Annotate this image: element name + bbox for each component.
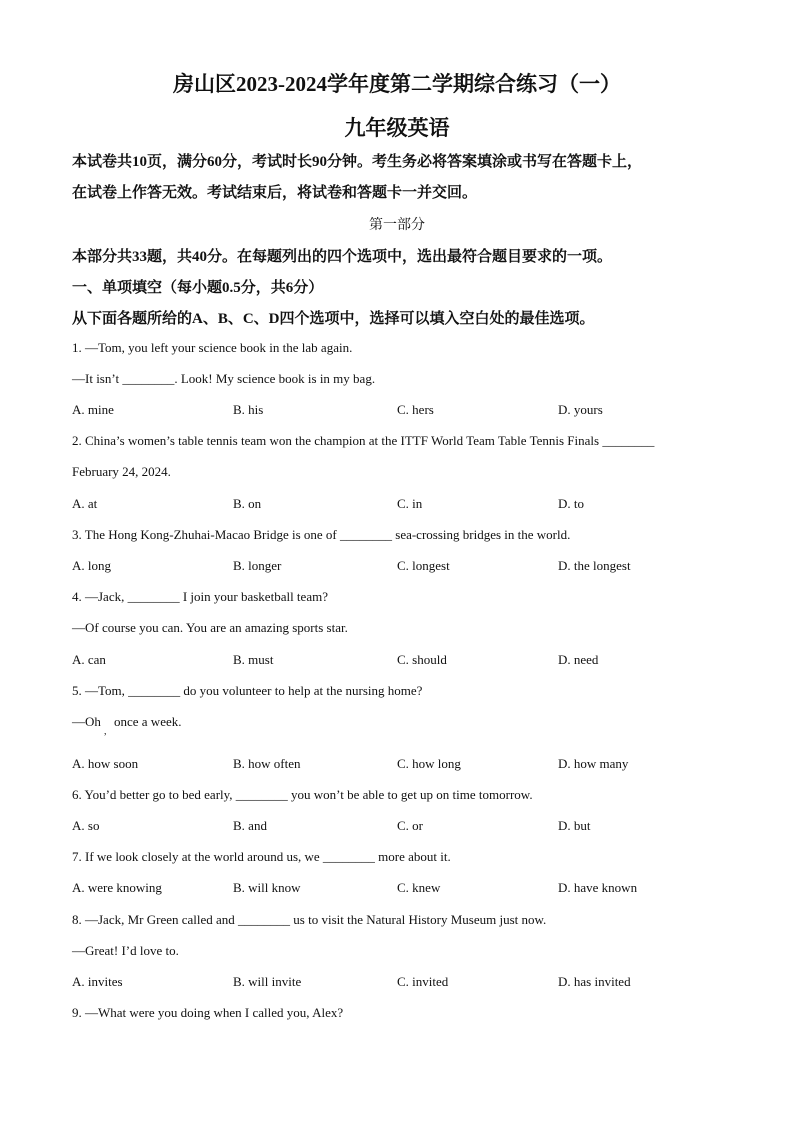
- part-description: 本部分共33题，共40分。在每题列出的四个选项中，选出最符合题目要求的一项。: [72, 249, 613, 265]
- question-1-reply: —It isn’t ________. Look! My science book is in my bag.: [72, 371, 376, 386]
- question-3-option-c: C. longest: [397, 558, 450, 573]
- question-8-option-b: B. will invite: [233, 974, 302, 989]
- question-4-option-a: A. can: [72, 652, 106, 667]
- question-7-stem: 7. If we look closely at the world around us, we ________ more about it.: [72, 849, 451, 864]
- question-5-option-d: D. how many: [558, 756, 629, 771]
- question-2-stem-cont: February 24, 2024.: [72, 464, 171, 479]
- question-7-option-b: B. will know: [233, 880, 301, 895]
- question-9-stem: 9. —What were you doing when I called you, Alex?: [72, 1005, 344, 1020]
- question-1-stem: 1. —Tom, you left your science book in the lab again.: [72, 340, 353, 355]
- question-4-option-d: D. need: [558, 652, 599, 667]
- question-8-option-d: D. has invited: [558, 974, 631, 989]
- question-8-option-a: A. invites: [72, 974, 123, 989]
- question-3-stem: 3. The Hong Kong-Zhuhai-Macao Bridge is one of ________ sea-crossing bridges in the world.: [72, 527, 571, 542]
- question-6-option-a: A. so: [72, 818, 100, 833]
- question-7-option-c: C. knew: [397, 880, 441, 895]
- question-6-stem: 6. You’d better go to bed early, ________ you won’t be able to get up on time tomorrow.: [72, 787, 533, 802]
- question-7-option-a: A. were knowing: [72, 880, 162, 895]
- question-3-option-d: D. the longest: [558, 558, 631, 573]
- question-1-option-d: D. yours: [558, 402, 603, 417]
- question-5-option-a: A. how soon: [72, 756, 139, 771]
- question-6-option-d: D. but: [558, 818, 591, 833]
- question-5-reply-end: once a week.: [114, 714, 182, 729]
- question-6-option-b: B. and: [233, 818, 267, 833]
- question-6-option-c: C. or: [397, 818, 423, 833]
- question-5-stem: 5. —Tom, ________ do you volunteer to help at the nursing home?: [72, 683, 423, 698]
- question-2-option-a: A. at: [72, 496, 98, 511]
- question-7-option-d: D. have known: [558, 880, 638, 895]
- question-4-reply: —Of course you can. You are an amazing sports star.: [72, 620, 348, 635]
- part-heading: 第一部分: [369, 218, 425, 233]
- question-8-option-c: C. invited: [397, 974, 449, 989]
- question-2-stem: 2. China’s women’s table tennis team won the champion at the ITTF World Team Table Tennis Finals ________: [72, 433, 655, 448]
- question-8-reply: —Great! I’d love to.: [72, 943, 179, 958]
- question-1-option-a: A. mine: [72, 402, 114, 417]
- question-4-option-b: B. must: [233, 652, 274, 667]
- question-2-option-d: D. to: [558, 496, 584, 511]
- exam-title: 房山区2023-2024学年度第二学期综合练习（一）: [173, 72, 621, 96]
- section-heading: 一、单项填空（每小题0.5分，共6分）: [72, 280, 324, 296]
- question-3-option-b: B. longer: [233, 558, 282, 573]
- section-instruction: 从下面各题所给的A、B、C、D四个选项中，选择可以填入空白处的最佳选项。: [72, 311, 595, 327]
- question-2-option-c: C. in: [397, 496, 423, 511]
- question-5-option-b: B. how often: [233, 756, 301, 771]
- intro-line-2: 在试卷上作答无效。考试结束后，将试卷和答题卡一并交回。: [72, 185, 478, 201]
- question-1-option-b: B. his: [233, 402, 264, 417]
- question-5-mark: ,: [104, 726, 107, 737]
- question-4-option-c: C. should: [397, 652, 447, 667]
- question-3-option-a: A. long: [72, 558, 111, 573]
- question-2-option-b: B. on: [233, 496, 262, 511]
- question-8-stem: 8. —Jack, Mr Green called and ________ us to visit the Natural History Museum just now.: [72, 912, 547, 927]
- exam-subtitle: 九年级英语: [344, 116, 450, 140]
- question-5-reply-start: —Oh: [72, 714, 101, 729]
- intro-line-1: 本试卷共10页，满分60分，考试时长90分钟。考生务必将答案填涂或书写在答题卡上，: [72, 154, 643, 170]
- question-4-stem: 4. —Jack, ________ I join your basketball team?: [72, 589, 328, 604]
- question-5-option-c: C. how long: [397, 756, 461, 771]
- question-1-option-c: C. hers: [397, 402, 434, 417]
